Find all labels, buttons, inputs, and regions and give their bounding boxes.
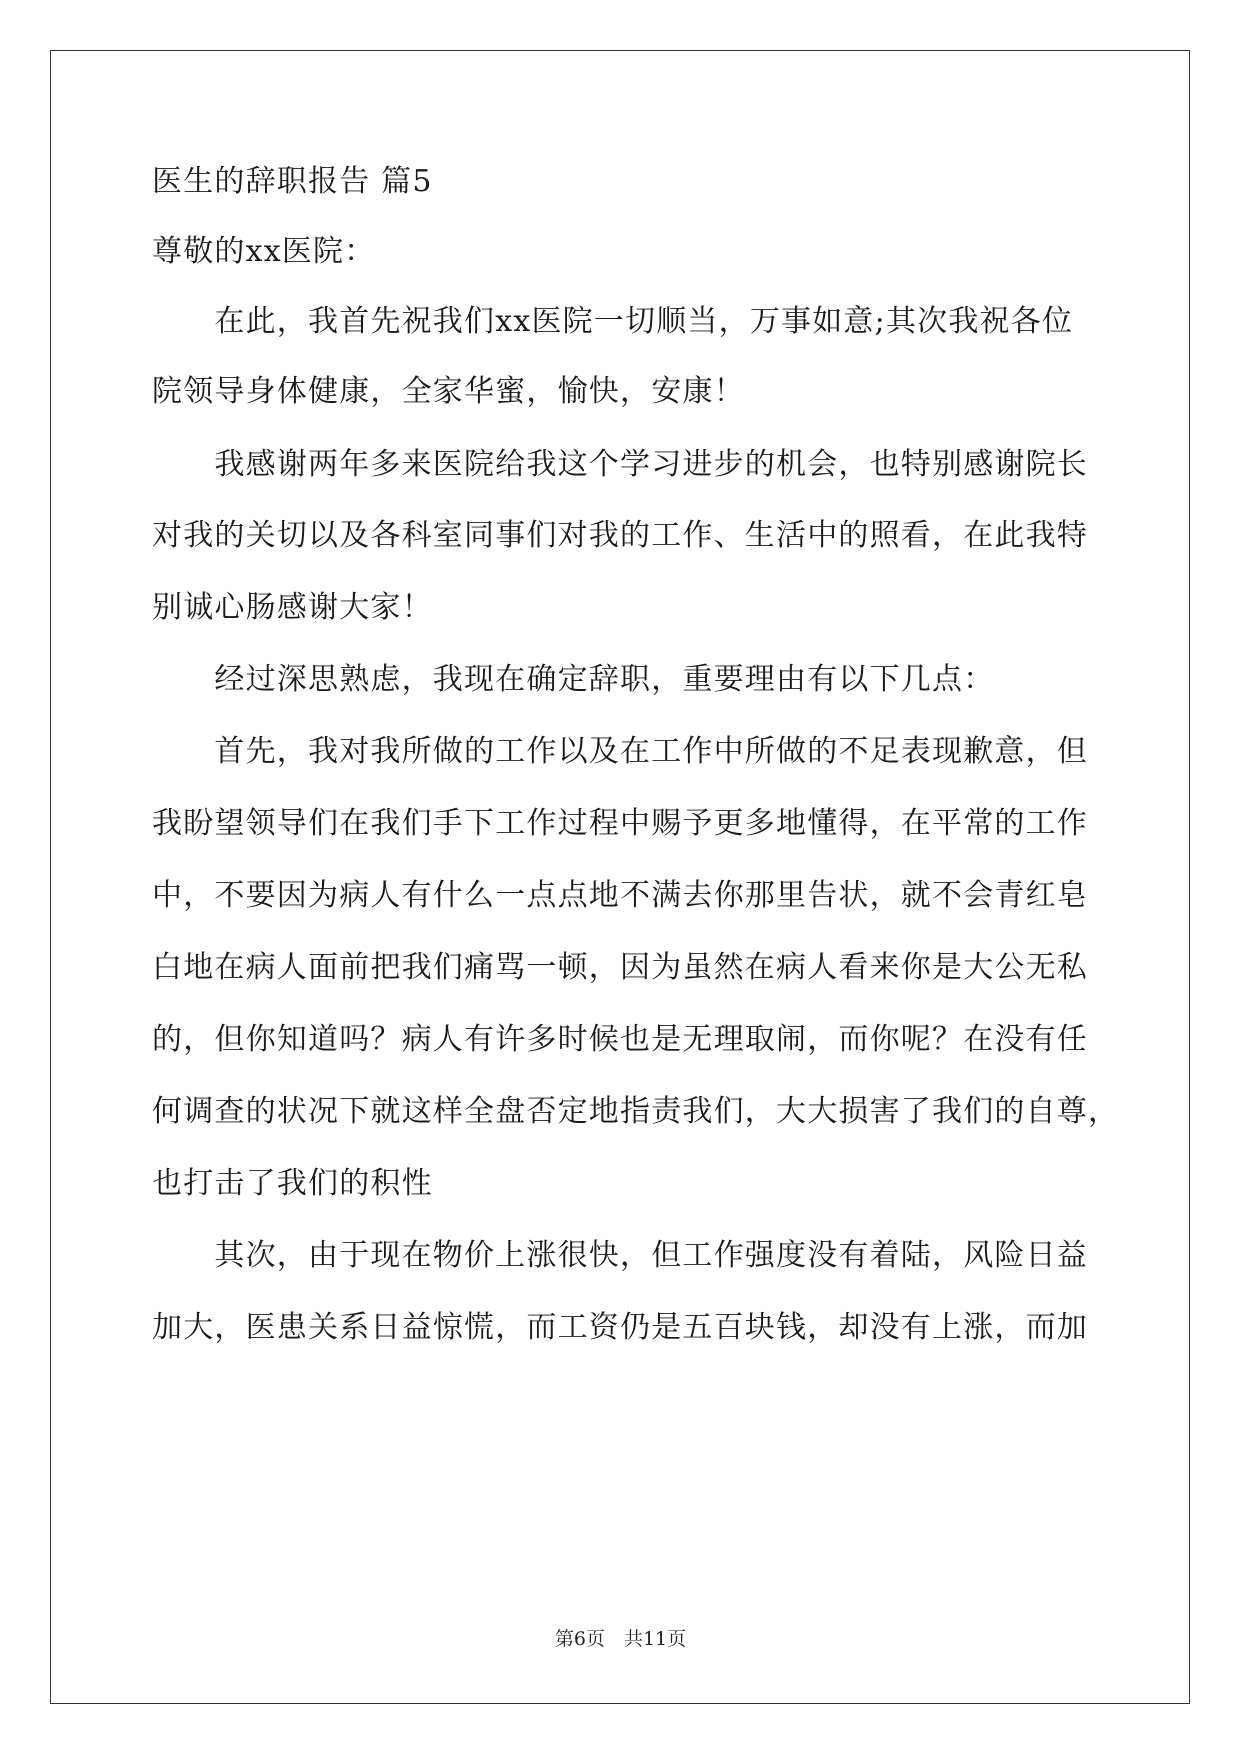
paragraph-line: 我感谢两年多来医院给我这个学习进步的机会，也特别感谢院长 [152,447,1088,482]
paragraph-line: 院领导身体健康，全家华蜜，愉快，安康！ [152,374,745,409]
paragraph-line: 经过深思熟虑，我现在确定辞职，重要理由有以下几点： [152,662,995,697]
paragraph-line: 何调查的状况下就这样全盘否定地指责我们，大大损害了我们的自尊， [152,1094,1120,1129]
salutation: 尊敬的xx医院： [152,234,376,269]
paragraph-line: 别诚心肠感谢大家！ [152,590,433,625]
paragraph-line: 我盼望领导们在我们手下工作过程中赐予更多地懂得，在平常的工作 [152,806,1088,841]
page-number-footer: 第6页 共11页 [554,1628,687,1650]
paragraph-line: 中，不要因为病人有什么一点点地不满去你那里告状，就不会青红皂 [152,878,1088,913]
paragraph-line: 其次，由于现在物价上涨很快，但工作强度没有着陆，风险日益 [152,1238,1088,1273]
paragraph-line: 也打击了我们的积性 [152,1166,433,1201]
paragraph-line: 加大，医患关系日益惊慌，而工资仍是五百块钱，却没有上涨，而加 [152,1310,1088,1345]
paragraph-line: 对我的关切以及各科室同事们对我的工作、生活中的照看，在此我特 [152,518,1088,553]
paragraph-line: 首先，我对我所做的工作以及在工作中所做的不足表现歉意，但 [152,734,1088,769]
paragraph-line: 白地在病人面前把我们痛骂一顿，因为虽然在病人看来你是大公无私 [152,950,1088,985]
paragraph-line: 在此，我首先祝我们xx医院一切顺当，万事如意;其次我祝各位 [152,304,1074,339]
paragraph-line: 的，但你知道吗？病人有许多时候也是无理取闹，而你呢？在没有任 [152,1022,1088,1057]
document-title: 医生的辞职报告 篇5 [152,164,433,199]
